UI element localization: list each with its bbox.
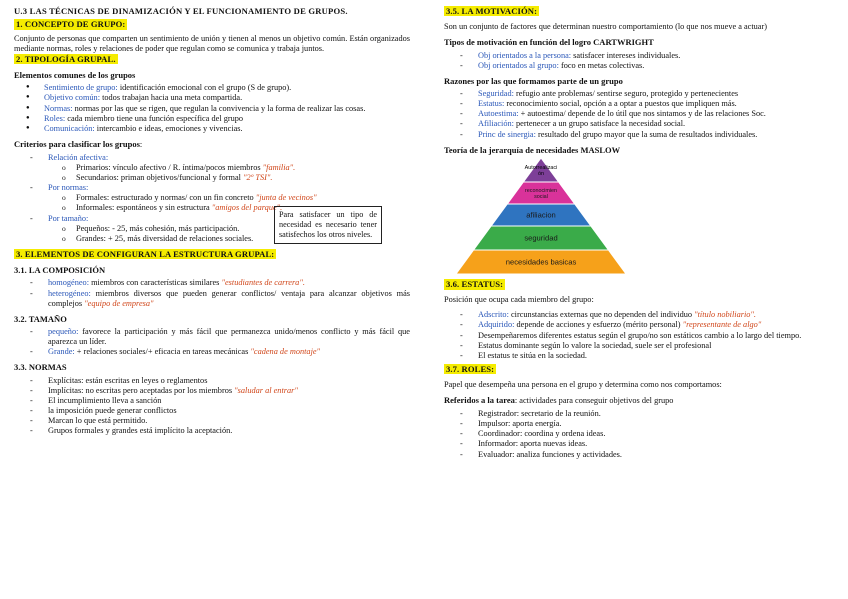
element-item [14, 124, 410, 134]
item-text: miembros diversos que pueden generar conflictos/ ventaja para alcanzar objetivos más complejos [48, 288, 410, 308]
roles-list [444, 409, 838, 460]
item-text: cada miembro tiene una función específica del grupo [65, 113, 244, 123]
estatus-intro: Posición que ocupa cada miembro del grupo: [444, 295, 594, 305]
norma-item [14, 406, 410, 416]
element-item [14, 83, 410, 93]
concepto-text: Conjunto de personas que comparten un sentimiento de unión y tienen al menos un objetivo común. Están organizados mediante normas, roles y relaciones de poder que regulan como se comunica y trabaja juntos. [14, 33, 410, 53]
element-item [14, 93, 410, 103]
criteria-subitems [14, 163, 410, 183]
element-item [14, 114, 410, 124]
task-title: Referidos a la tarea [444, 395, 515, 406]
norma-item [14, 396, 410, 406]
reason-item [444, 130, 838, 140]
item-term: Adquirido: [478, 320, 515, 330]
item-term: Autoestima: [478, 109, 519, 119]
composicion-item [14, 278, 410, 288]
maslow-title: Teoría de la jerarquía de necesidades MASLOW [444, 144, 621, 155]
heading-estatus: 3.6. ESTATUS: [446, 279, 504, 290]
item-text: Grupos formales y grandes está implícito la aceptación. [48, 426, 233, 436]
item-term: Objetivo común: [44, 93, 100, 103]
subitem-text: Secundarios: priman objetivos/funcional y formal [76, 173, 244, 183]
item-term: pequeño: [48, 327, 79, 337]
subitem-text: Primarios: vínculo afectivo / R. íntima/pocos miembros [76, 163, 263, 173]
item-term: Adscrito: [478, 310, 509, 320]
elements-list [14, 83, 410, 134]
reason-item [444, 119, 838, 129]
subitem-text: Grandes: + 25, más diversidad de relaciones sociales. [76, 233, 254, 243]
item-text: + relaciones sociales/+ eficacia en tareas mecánicas [74, 347, 251, 357]
role-item: - Impulsor: aporta energía. [444, 419, 838, 429]
subitem-example: "amigos del parque". [211, 203, 283, 213]
role-item: - Informador: aporta nuevas ideas. [444, 439, 838, 449]
item-term: Normas: [44, 103, 73, 113]
criteria-label: Por tamaño: [48, 213, 89, 223]
pyramid-label-4: seguridad [524, 233, 558, 243]
task-heading [444, 395, 838, 406]
composicion-item [14, 289, 410, 309]
pyramid-label-2: social [534, 194, 548, 201]
heading-motivacion: 3.5. LA MOTIVACIÓN: [446, 6, 538, 16]
item-text: resultado del grupo mayor que la suma de resultados individuales. [535, 129, 758, 139]
item-example: "saludar al entrar" [234, 385, 298, 395]
item-term: Afiliación: [478, 119, 514, 129]
criteria-subitem [14, 163, 410, 173]
item-text: la imposición puede generar conflictos [48, 406, 177, 416]
estatus-list [444, 310, 838, 361]
item-text: satisfacer intereses individuales. [571, 50, 681, 60]
role-item: - Evaluador: analiza funciones y actividades. [444, 450, 838, 460]
criteria-heading [14, 139, 410, 150]
item-text: normas por las que se rigen, que regulan la convivencia y la forma de realizar las cosas. [72, 103, 366, 113]
item-text: depende de acciones y esfuerzo (mérito personal) [514, 320, 683, 330]
item-text: miembros con características similares [89, 278, 222, 288]
item-term: Estatus: [478, 99, 505, 109]
type-item [444, 61, 838, 71]
maslow-note-box: Para satisfacer un tipo de necesidad es necesario tener satisfechos los otros niveles. [274, 206, 382, 244]
types-title: Tipos de motivación en función del logro CARTWRIGHT [444, 37, 654, 48]
estatus-item [444, 351, 838, 361]
subitem-text: Formales: estructurado y normas/ con un fin concreto [76, 193, 256, 203]
item-term: Seguridad: [478, 89, 514, 99]
item-text: circunstancias externas que no dependen del individuo [508, 310, 695, 320]
item-example: "estudiantes de carrera". [221, 278, 305, 288]
item-text: Implícitas: no escritas pero aceptadas por los miembros [48, 385, 235, 395]
maslow-pyramid [456, 158, 626, 274]
reason-item [444, 109, 838, 119]
item-text: El incumplimiento lleva a sanción [48, 395, 162, 405]
item-text: Desempeñaremos diferentes estatus según el grupo/no son estáticos cambio a lo largo del tiempo. [478, 330, 802, 340]
item-term: Comunicación: [44, 123, 95, 133]
types-list [444, 51, 838, 71]
item-example: "cadena de montaje" [250, 347, 321, 357]
item-text: + autoestima/ depende de lo útil que nos sintamos y de las relaciones Soc. [518, 109, 766, 119]
criteria-group [14, 183, 410, 193]
item-term: Sentimiento de grupo: [44, 83, 118, 93]
heading-roles: 3.7. ROLES: [446, 363, 495, 374]
element-item [14, 104, 410, 114]
pyramid-label-2: reconocimien [524, 187, 558, 194]
criteria-colon: : [139, 139, 143, 149]
roles-intro: Papel que desempeña una persona en el grupo y determina como nos comportamos: [444, 379, 722, 389]
motivacion-intro: Son un conjunto de factores que determinan nuestro comportamiento (lo que nos mueve a actuar) [444, 22, 768, 32]
type-item [444, 51, 838, 61]
item-example: "equipo de empresa" [84, 298, 154, 308]
criteria-subitem [14, 193, 410, 203]
criteria-label-item [14, 183, 410, 193]
maslow-pyramid-svg [456, 158, 626, 274]
estatus-item [444, 310, 838, 320]
pyramid-label-1: Autorrealizaci [524, 164, 558, 171]
estatus-item [444, 331, 838, 341]
composicion-list [14, 278, 410, 308]
criteria-group [14, 153, 410, 163]
pyramid-label-1: ón [538, 171, 544, 178]
norma-item [14, 426, 410, 436]
item-text: todos trabajan hacia una meta compartida. [100, 93, 243, 103]
heading-concepto: 1. CONCEPTO DE GRUPO: [16, 19, 126, 30]
role-item: - Coordinador: coordina y ordena ideas. [444, 429, 838, 439]
heading-tipologia: 2. TIPOLOGÍA GRUPAL. [16, 53, 116, 64]
tamano-item [14, 347, 410, 357]
tamano-title: 3.2. TAMAÑO [14, 313, 67, 324]
reasons-title: Razones por las que formamos parte de un grupo [444, 75, 623, 86]
item-text: reconocimiento social, opción a a optar a puestos que impliquen más. [504, 99, 737, 109]
tamano-item [14, 327, 410, 347]
estatus-item [444, 341, 838, 351]
reason-item [444, 99, 838, 109]
elements-title: Elementos comunes de los grupos [14, 69, 136, 80]
heading-elementos: 3. ELEMENTOS DE CONFIGURAN LA ESTRUCTURA GRUPAL: [16, 248, 275, 259]
criteria-subitem [14, 173, 410, 183]
criteria-label: Relación afectiva: [48, 152, 109, 162]
reasons-list [444, 89, 838, 140]
norma-item [14, 376, 410, 386]
criteria-label: Por normas: [48, 183, 89, 193]
item-example: "representante de algo" [682, 320, 762, 330]
item-text: identificación emocional con el grupo (S de grupo). [117, 83, 292, 93]
normas-list [14, 376, 410, 437]
item-term: Grande: [48, 347, 75, 357]
role-item: - Registrador: secretario de la reunión. [444, 409, 838, 419]
composicion-title: 3.1. LA COMPOSICIÓN [14, 265, 106, 276]
subitem-text: Pequeños: - 25, más cohesión, más participación. [76, 223, 240, 233]
norma-item [14, 416, 410, 426]
pyramid-label-3: afiliacion [526, 210, 556, 220]
item-text: pertenecer a un grupo satisface la necesidad social. [513, 119, 686, 129]
item-term: heterogéneo: [48, 288, 91, 298]
criteria-label-item [14, 153, 410, 163]
subitem-example: "2º TSI". [243, 173, 273, 183]
item-example: "título nobiliario". [694, 310, 756, 320]
item-term: Obj orientados al grupo: [478, 60, 559, 70]
item-text: foco en metas colectivas. [558, 60, 645, 70]
item-term: Obj orientados a la persona: [478, 50, 572, 60]
item-text: favorece la participación y más fácil que permanezca unido/menos conflicto y más fácil que aparezca un líder. [48, 327, 410, 347]
subitem-text: Informales: espontáneos y sin estructura [76, 203, 212, 213]
task-rest: : actividades para conseguir objetivos del grupo [514, 396, 674, 406]
item-term: Roles: [44, 113, 66, 123]
reason-item [444, 89, 838, 99]
item-text: intercambio e ideas, emociones y vivencias. [94, 123, 243, 133]
tamano-list [14, 327, 410, 357]
right-column [444, 6, 838, 460]
item-text: Explícitas: están escritas en leyes o reglamentos [48, 375, 208, 385]
pyramid-label-5: necesidades basicas [505, 257, 577, 267]
item-text: Marcan lo que está permitido. [48, 416, 148, 426]
item-text: Estatus dominante según lo valore la sociedad, suele ser el profesional [478, 340, 712, 350]
item-text: El estatus te sitúa en la sociedad. [478, 350, 587, 360]
main-title: U.3 LAS TÉCNICAS DE DINAMIZACIÓN Y EL FUNCIONAMIENTO DE GRUPOS. [14, 6, 348, 16]
item-term: homogéneo: [48, 278, 90, 288]
criteria-title: Criterios para clasificar los grupos [14, 138, 140, 149]
subitem-example: "familia". [262, 163, 296, 173]
norma-item [14, 386, 410, 396]
subitem-example: "junta de vecinos" [255, 193, 317, 203]
item-term: Princ de sinergia: [478, 129, 536, 139]
normas-title: 3.3. NORMAS [14, 362, 67, 373]
estatus-item [444, 320, 838, 330]
item-text: refugio ante problemas/ sentirse seguro, protegido y pertenecientes [513, 89, 739, 99]
